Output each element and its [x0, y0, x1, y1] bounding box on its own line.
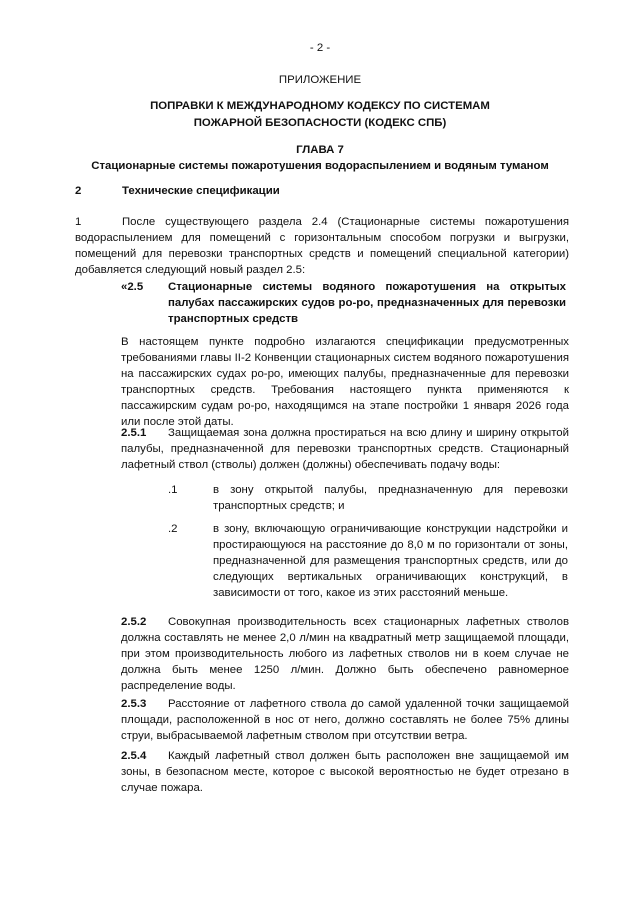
p253-text: Расстояние от лафетного ствола до самой удаленной точки защищаемой площади, расположенной в нос от него, должно составлять не более 75% длины струи, выбрасываемой лафетным стволом при отсутствии ветра.	[121, 698, 569, 742]
section-title: Технические спецификации	[122, 185, 280, 197]
subitem-2-text: в зону, включающую ограничивающие конструкции надстройки и простирающуюся на расстояние до 8,0 м по горизонтали от зоны, предназначенной для размещения транспортных средств, или до следующих вертикальных ограничивающих конструкций, в зависимости от того, какое из этих расстояний меньше.	[213, 523, 568, 599]
document-title-line2: ПОЖАРНОЙ БЕЗОПАСНОСТИ (КОДЕКС СПБ)	[193, 117, 447, 129]
p251-number: 2.5.1	[121, 427, 147, 439]
p251-text: Защищаемая зона должна простираться на всю длину и ширину открытой палубы, предназначенной для перевозки транспортных средств. Стационарный лафетный ствол (стволы) должен (должны) обеспечивать подачу воды:	[121, 427, 569, 471]
p253-number: 2.5.3	[121, 698, 147, 710]
item-1-number: 1	[75, 216, 82, 228]
item-1-text: После существующего раздела 2.4 (Стационарные системы пожаротушения водораспылением для помещений с горизонтальным способом погрузки и выгрузки, помещений для перевозки транспортных средств и помещений специальной категории) добавляется следующий новый раздел 2.5:	[75, 216, 569, 276]
new-section-number: «2.5	[121, 281, 144, 293]
subitem-2-number: .2	[168, 523, 178, 535]
subitem-1-number: .1	[168, 484, 178, 496]
document-title-line1: ПОПРАВКИ К МЕЖДУНАРОДНОМУ КОДЕКСУ ПО СИСТЕМАМ	[150, 100, 490, 112]
p252-number: 2.5.2	[121, 616, 147, 628]
new-section-title: Стационарные системы водяного пожаротушения на открытых палубах пассажирских судов ро-ро, предназначенных для перевозки транспортных средств	[168, 281, 566, 325]
p252-text: Совокупная производительность всех стационарных лафетных стволов должна составлять не менее 2,0 л/мин на квадратный метр защищаемой площади, при этом производительность любого из лафетных стволов ни в коем случае не должна быть менее 1250 л/мин. Должно быть обеспечено равномерное распределение воды.	[121, 616, 569, 692]
p254-number: 2.5.4	[121, 750, 147, 762]
subitem-1-text: в зону открытой палубы, предназначенную для перевозки транспортных средств; и	[213, 484, 568, 512]
annex-label: ПРИЛОЖЕНИЕ	[278, 74, 362, 86]
p254-text: Каждый лафетный ствол должен быть расположен вне защищаемой им зоны, в безопасном месте, которое с высокой вероятностью не будет отрезано в случае пожара.	[121, 750, 569, 794]
page-number: - 2 -	[309, 42, 331, 54]
chapter-label: ГЛАВА 7	[296, 144, 344, 156]
intro-paragraph: В настоящем пункте подробно излагаются спецификации предусмотренных требованиями главы II-2 Конвенции стационарных систем водяного пожаротушения на пассажирских судах ро-ро, имеющих палубы, предназначенные для перевозки транспортных средств. Требования настоящего пункта применяются к пассажирским судам ро-ро, находящимся на этапе постройки 1 января 2026 года или после этой даты.	[121, 336, 569, 428]
section-number: 2	[75, 185, 82, 197]
chapter-title: Стационарные системы пожаротушения водораспылением и водяным туманом	[91, 160, 549, 172]
